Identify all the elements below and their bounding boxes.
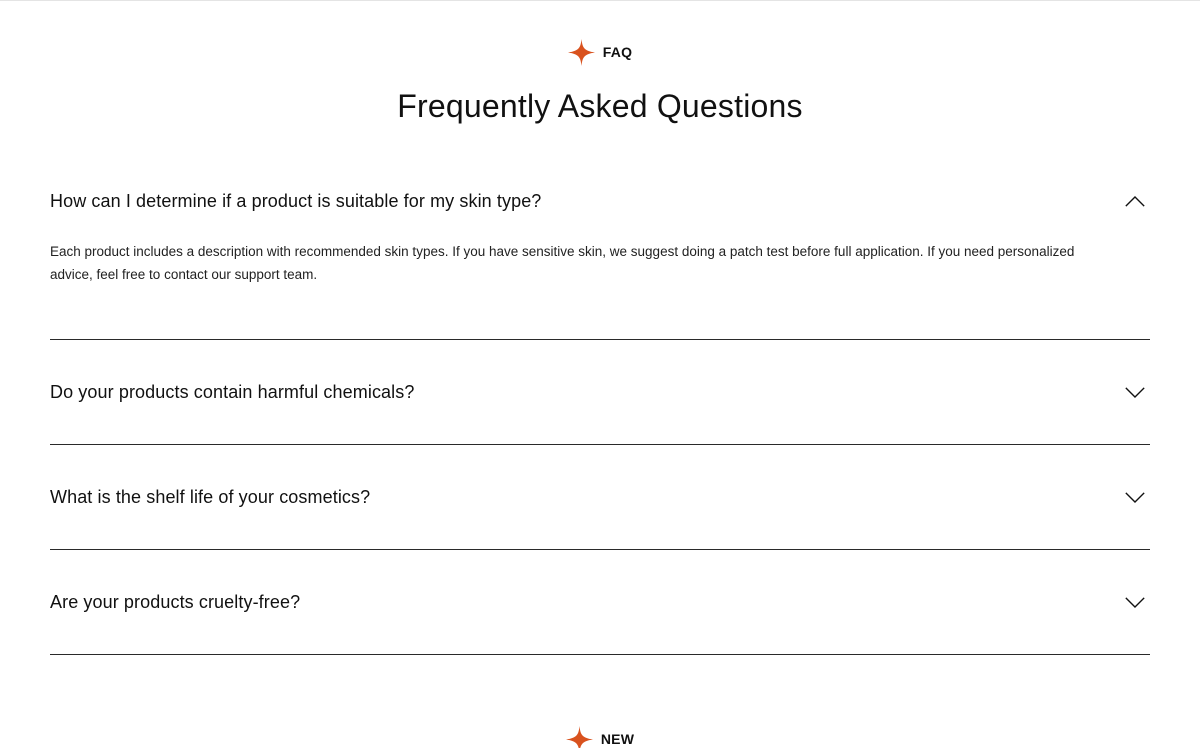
- chevron-down-icon[interactable]: [1124, 486, 1146, 508]
- faq-toggle[interactable]: [50, 166, 1150, 237]
- faq-item: [50, 166, 1150, 340]
- sparkle-icon: [568, 39, 595, 66]
- faq-toggle[interactable]: [50, 550, 1150, 654]
- section-title: Frequently Asked Questions: [397, 88, 803, 124]
- faq-item: [50, 445, 1150, 550]
- faq-answer: Each product includes a description with recommended skin types. If you have sensitive skin, we suggest doing a patch test before full application. If you need personalized advice, feel free to contact our support team.: [50, 244, 1075, 282]
- faq-toggle[interactable]: [50, 445, 1150, 549]
- faq-item: [50, 550, 1150, 655]
- faq-toggle[interactable]: [50, 340, 1150, 444]
- chevron-down-icon[interactable]: [1124, 381, 1146, 403]
- faq-question: How can I determine if a product is suitable for my skin type?: [50, 191, 542, 211]
- eyebrow-label: NEW: [600, 731, 635, 747]
- chevron-down-icon[interactable]: [1124, 591, 1146, 613]
- faq-item: [50, 340, 1150, 445]
- eyebrow-label: FAQ: [602, 44, 633, 60]
- faq-question: Are your products cruelty-free?: [50, 591, 301, 612]
- new-eyebrow: [0, 725, 1200, 748]
- faq-eyebrow: [0, 38, 1200, 66]
- faq-question: What is the shelf life of your cosmetics?: [50, 486, 371, 507]
- sparkle-icon: [566, 726, 593, 748]
- faq-list: [50, 166, 1150, 655]
- chevron-up-icon[interactable]: [1124, 191, 1146, 213]
- faq-question: Do your products contain harmful chemicals?: [50, 381, 415, 402]
- top-divider: [0, 0, 1200, 1]
